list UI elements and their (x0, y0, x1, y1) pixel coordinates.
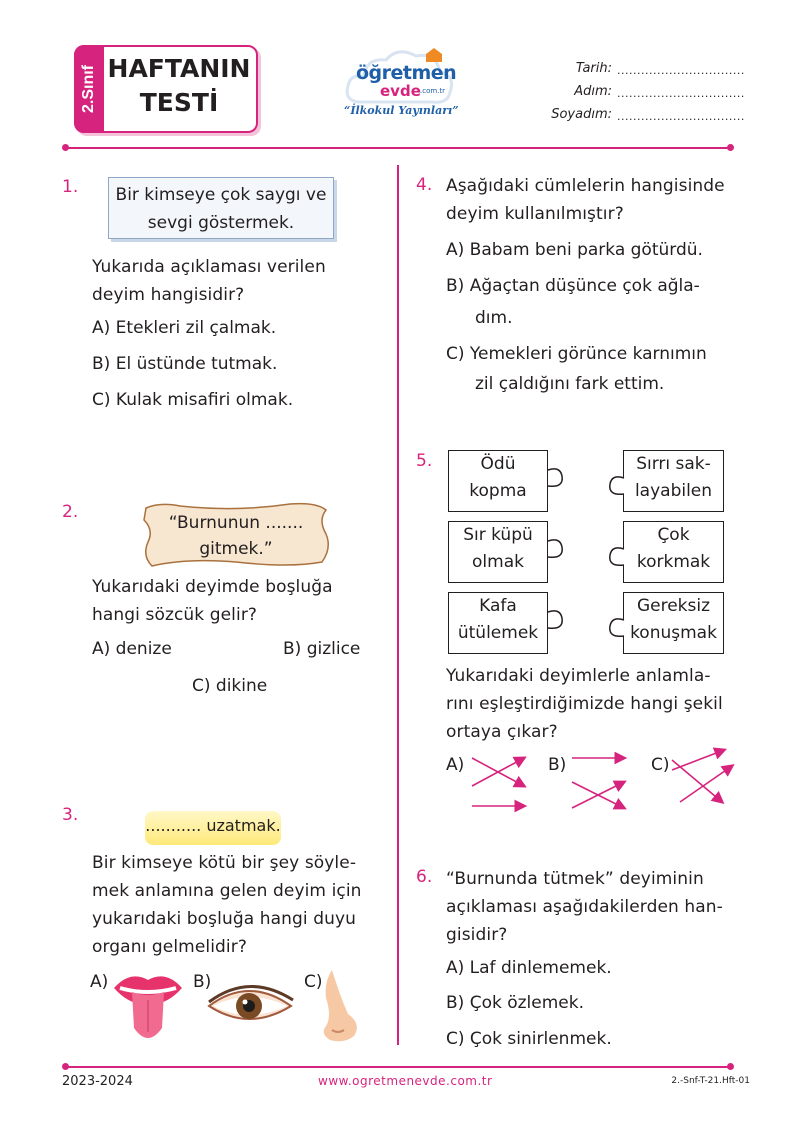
divider-dot-left (62, 144, 69, 151)
date-label: Tarih: (575, 61, 612, 76)
q5-right-1-line-2: layabilen (634, 481, 713, 501)
column-divider (397, 165, 399, 1045)
logo-sub-text: evde (380, 82, 421, 100)
footer-year: 2023-2024 (62, 1074, 133, 1089)
q5-stem-line-3: ortaya çıkar? (446, 722, 558, 742)
nose-icon (318, 968, 362, 1048)
q4-stem-line-2: deyim kullanılmıştır? (446, 204, 624, 224)
q2-stem (92, 573, 333, 629)
mouth-tongue-icon (110, 968, 186, 1048)
q2-number: 2. (62, 502, 79, 522)
q4-option-c-cont: zil çaldığını fark ettim. (475, 374, 665, 394)
q5-left-card-3 (448, 592, 548, 654)
q5-left-3-line-2: ütülemek (457, 623, 539, 643)
q5-left-card-1 (448, 450, 548, 512)
q6-stem-line-2: açıklaması aşağıdakilerden han- (446, 897, 723, 917)
q2-option-a[interactable]: A) denize (92, 639, 172, 659)
q2-stem-line-2: hangi sözcük gelir? (92, 605, 258, 625)
eye-icon (205, 980, 295, 1030)
q4-stem (446, 172, 725, 228)
q4-option-a[interactable]: A) Babam beni parka götürdü. (446, 240, 703, 260)
q5-number: 5. (416, 451, 433, 471)
footer-code: 2.-Snf-T-21.Hft-01 (671, 1076, 750, 1086)
name-fill[interactable]: ................................ (617, 87, 745, 100)
q1-stem-line-2: deyim hangisidir? (92, 285, 245, 305)
q5-option-a[interactable]: A) (446, 755, 465, 775)
q6-number: 6. (416, 867, 433, 887)
q3-option-c[interactable]: C) (304, 972, 323, 992)
q1-option-b[interactable]: B) El üstünde tutmak. (92, 354, 278, 374)
grade-tab (74, 45, 104, 133)
grade-label: 2.Sınıf (80, 64, 97, 114)
q5-left-1-line-2: kopma (469, 481, 527, 501)
footer-divider (66, 1066, 730, 1068)
q5-option-b-arrows (570, 752, 630, 814)
q6-option-a[interactable]: A) Laf dinlememek. (446, 958, 612, 978)
q1-box-line-1: Bir kimseye çok saygı ve (115, 185, 327, 205)
q5-option-a-arrows (470, 752, 530, 814)
q5-stem (446, 662, 723, 746)
footer-dot-left (62, 1063, 69, 1070)
q3-number: 3. (62, 805, 79, 825)
name-label: Adım: (574, 84, 612, 99)
q3-stem-line-3: yukarıdaki boşluğa hangi duyu (92, 909, 357, 929)
q3-stem (92, 849, 362, 961)
q3-option-a[interactable]: A) (90, 972, 109, 992)
logo-tagline: “İlkokul Yayınları” (344, 104, 459, 117)
divider-dot-right (727, 144, 734, 151)
q5-left-2-line-2: olmak (472, 552, 524, 572)
publisher-logo (340, 40, 460, 130)
q2-scroll-line-2: gitmek.” (199, 539, 273, 559)
q6-option-c[interactable]: C) Çok sinirlenmek. (446, 1029, 612, 1049)
q6-stem (446, 865, 723, 949)
footer-dot-right (727, 1063, 734, 1070)
q5-option-c[interactable]: C) (651, 755, 670, 775)
q6-stem-line-3: gisidir? (446, 925, 508, 945)
page-title (104, 52, 254, 120)
q2-option-b[interactable]: B) gizlice (283, 639, 361, 659)
q4-stem-line-1: Aşağıdaki cümlelerin hangisinde (446, 176, 725, 196)
surname-fill[interactable]: ................................ (617, 110, 745, 123)
q1-stem-line-1: Yukarıda açıklaması verilen (92, 257, 326, 277)
q4-number: 4. (416, 175, 433, 195)
q5-left-1-line-1: Ödü (480, 454, 516, 474)
puzzle-tabs-icon (546, 450, 626, 660)
q5-left-2-line-1: Sır küpü (463, 525, 533, 545)
q1-number: 1. (62, 177, 79, 197)
q2-stem-line-1: Yukarıdaki deyimde boşluğa (92, 577, 333, 597)
title-line-1: HAFTANIN (107, 54, 251, 83)
q5-right-3-line-2: konuşmak (630, 623, 717, 643)
q2-option-c[interactable]: C) dikine (192, 676, 268, 696)
q5-stem-line-2: rını eşleştirdiğimizde hangi şekil (446, 694, 723, 714)
q5-right-card-1 (623, 450, 724, 512)
q1-option-a[interactable]: A) Etekleri zil çalmak. (92, 318, 277, 338)
q5-left-3-line-1: Kafa (479, 596, 517, 616)
surname-label: Soyadım: (551, 107, 612, 122)
q5-stem-line-1: Yukarıdaki deyimlerle anlamla- (446, 666, 711, 686)
q6-stem-line-1: “Burnunda tütmek” deyiminin (446, 869, 704, 889)
q1-box-line-2: sevgi göstermek. (147, 213, 295, 233)
q2-scroll-text (140, 510, 332, 562)
logo-domain-text: .com.tr (420, 87, 446, 95)
q5-left-card-2 (448, 521, 548, 583)
q3-stem-line-4: organı gelmelidir? (92, 937, 247, 957)
q3-option-b[interactable]: B) (193, 972, 212, 992)
q5-right-1-line-1: Sırrı sak- (636, 454, 711, 474)
q6-option-b[interactable]: B) Çok özlemek. (446, 993, 584, 1013)
q4-option-b[interactable]: B) Ağaçtan düşünce çok ağla- (446, 276, 700, 296)
q1-option-c[interactable]: C) Kulak misafiri olmak. (92, 390, 294, 410)
logo-main-text: öğretmen (356, 62, 457, 84)
q5-option-c-arrows (670, 746, 736, 808)
header-divider (66, 147, 730, 149)
q5-right-2-line-1: Çok (657, 525, 690, 545)
q3-highlight-text: ........... uzatmak. (145, 816, 281, 835)
q3-stem-line-1: Bir kimseye kötü bir şey söyle- (92, 853, 357, 873)
q2-scroll-line-1: “Burnunun ....... (168, 513, 304, 533)
q3-stem-line-2: mek anlamına gelen deyim için (92, 881, 362, 901)
q5-right-3-line-1: Gereksiz (636, 596, 711, 616)
q1-stem (92, 253, 326, 309)
title-line-2: TESTİ (139, 88, 219, 117)
q1-definition-box (108, 177, 334, 239)
q4-option-c[interactable]: C) Yemekleri görünce karnımın (446, 344, 707, 364)
q5-right-card-2 (623, 521, 724, 583)
date-fill[interactable]: ................................ (617, 64, 745, 77)
q5-right-card-3 (623, 592, 724, 654)
footer-website[interactable]: www.ogretmenevde.com.tr (318, 1074, 493, 1088)
q4-option-b-cont: dım. (475, 308, 513, 328)
q5-right-2-line-2: korkmak (636, 552, 711, 572)
q5-option-b[interactable]: B) (548, 755, 567, 775)
